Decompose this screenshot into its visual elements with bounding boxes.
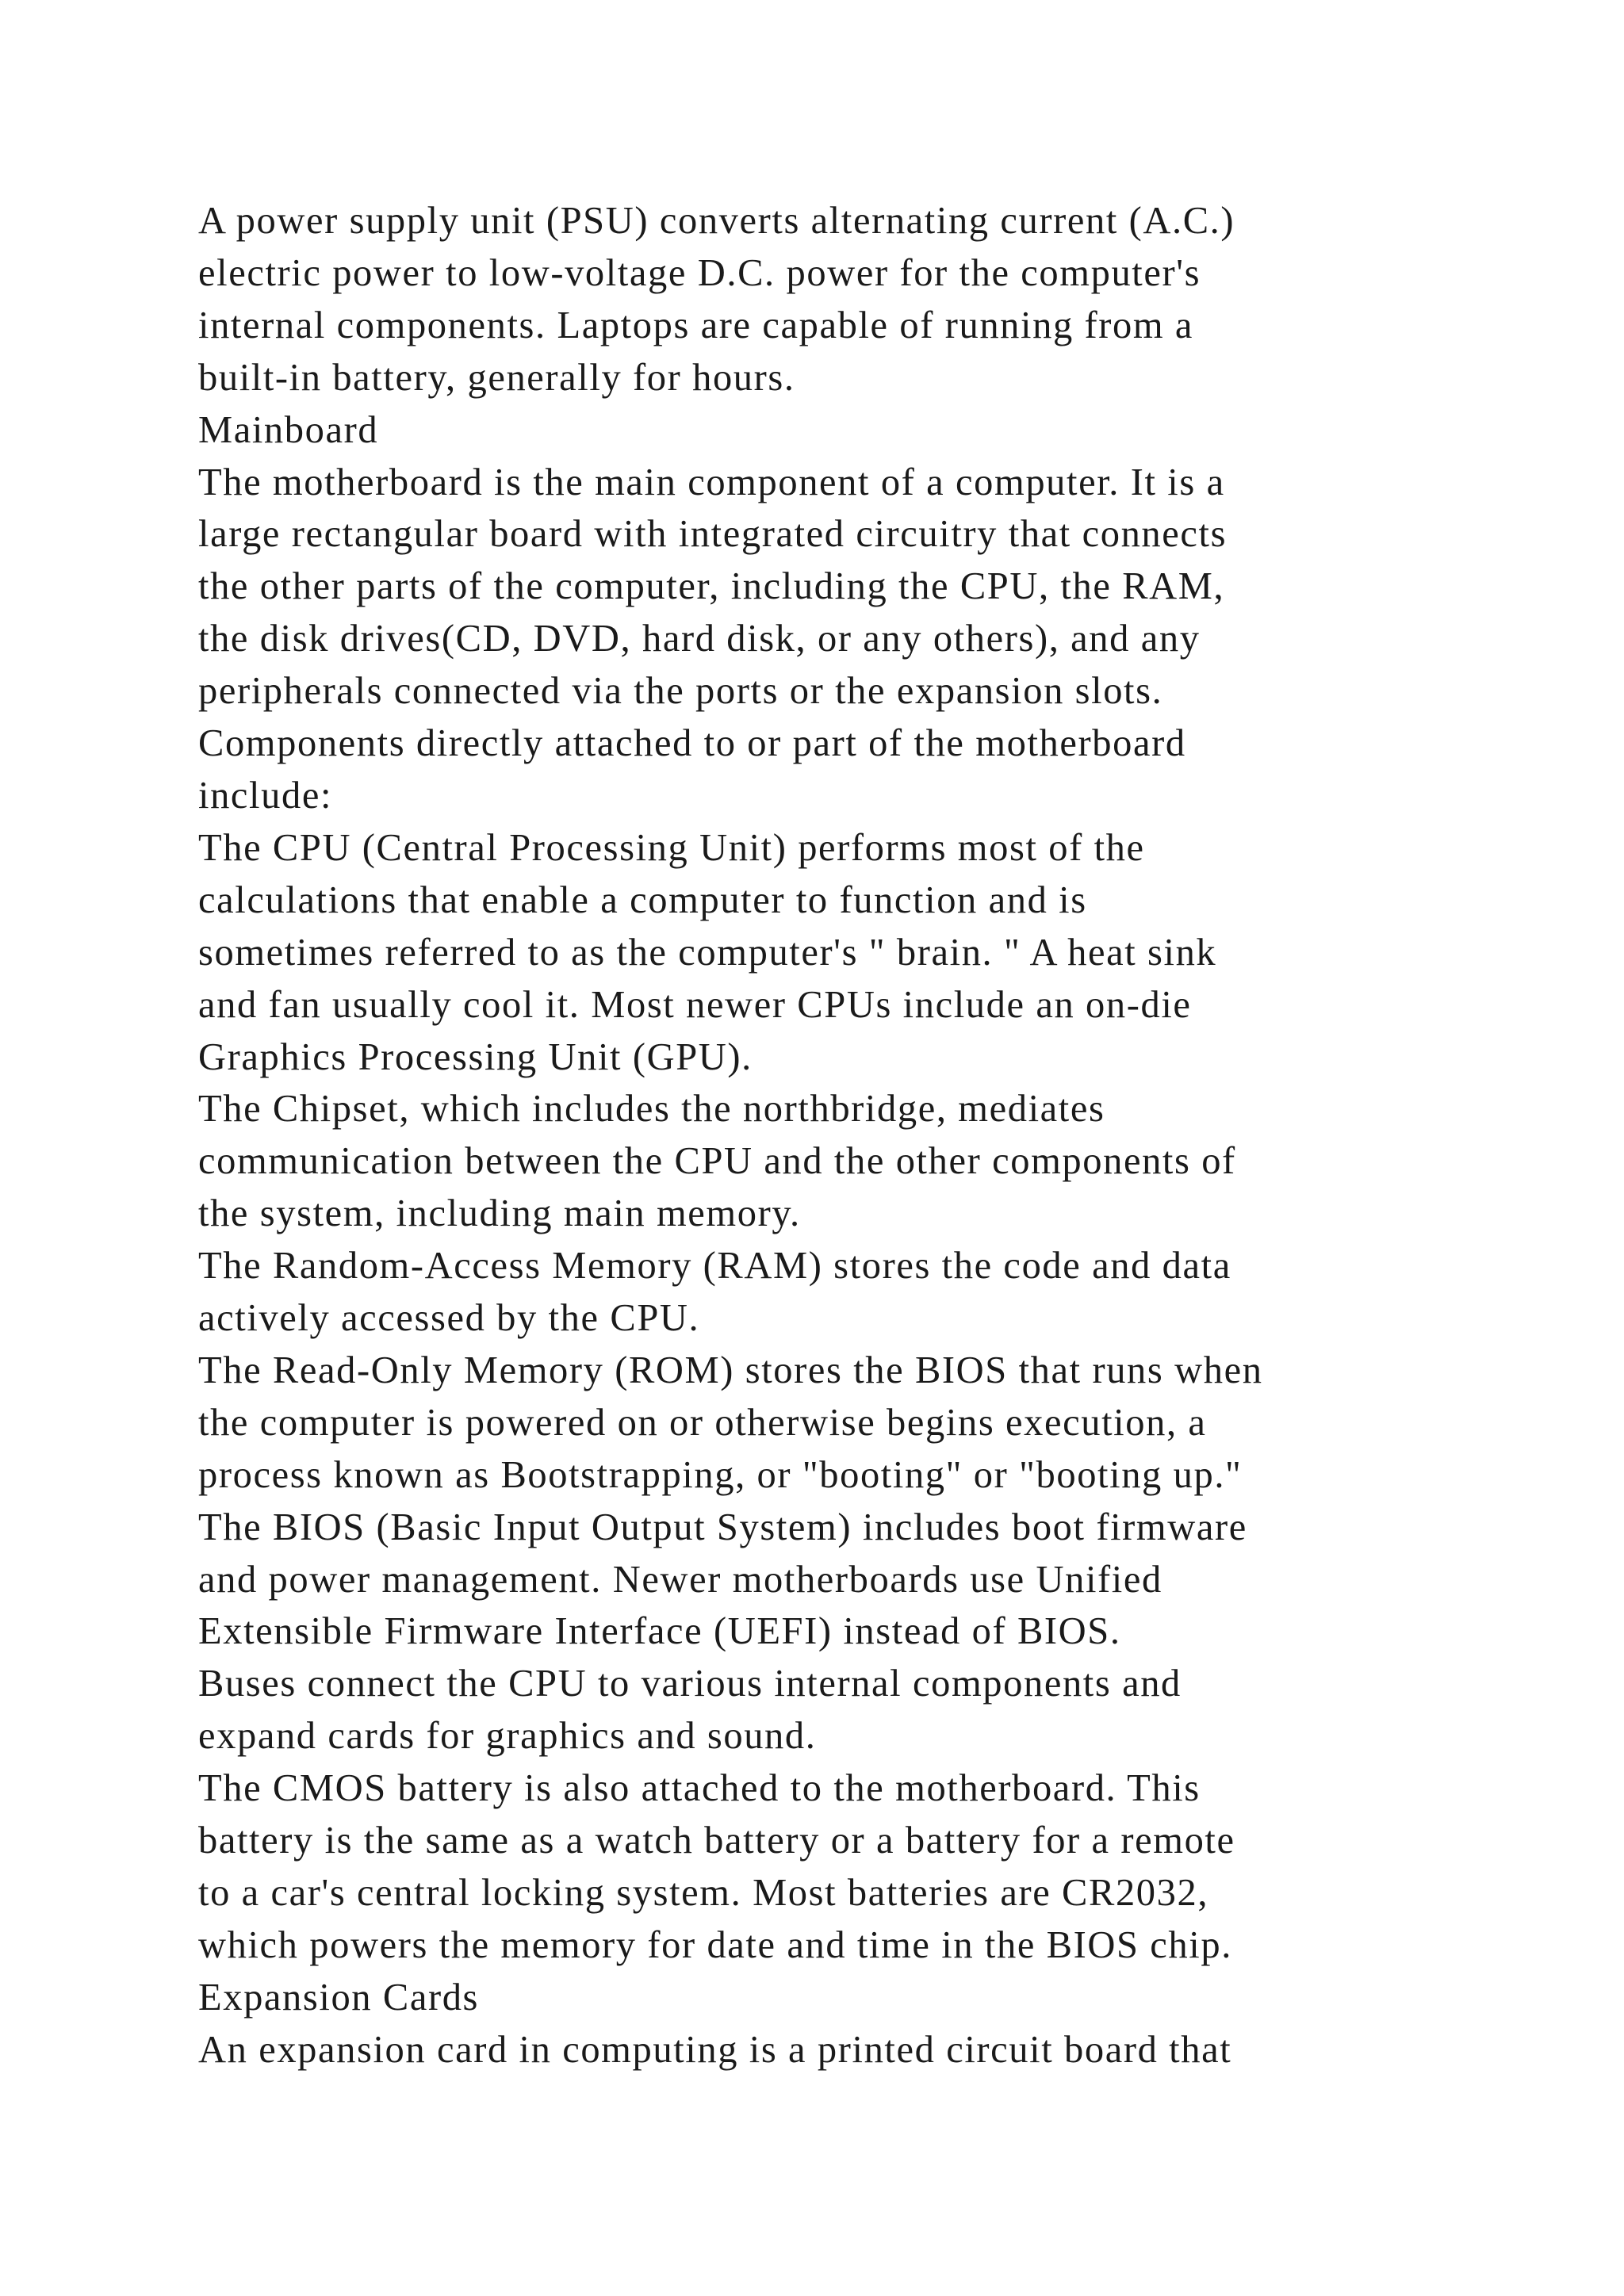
text-line: communication between the CPU and the other components of <box>198 1140 1236 1183</box>
text-line: actively accessed by the CPU. <box>198 1297 700 1340</box>
text-line: The CPU (Central Processing Unit) performs most of the <box>198 826 1145 869</box>
text-line: sometimes referred to as the computer's " brain. " A heat sink <box>198 931 1217 974</box>
text-line: A power supply unit (PSU) converts alternating current (A.C.) <box>198 200 1235 242</box>
text-line: An expansion card in computing is a printed circuit board that <box>198 2028 1232 2071</box>
section-heading-expansion-cards: Expansion Cards <box>198 1976 480 2019</box>
text-line: The Random-Access Memory (RAM) stores the code and data <box>198 1245 1231 1288</box>
text-line: and fan usually cool it. Most newer CPUs include an on-die <box>198 983 1192 1026</box>
text-line: process known as Bootstrapping, or "booting" or "booting up." <box>198 1453 1243 1496</box>
text-line: battery is the same as a watch battery or a battery for a remote <box>198 1820 1235 1862</box>
text-line: include: <box>198 774 333 817</box>
text-line: the system, including main memory. <box>198 1192 801 1235</box>
text-line: Components directly attached to or part of the motherboard <box>198 722 1186 765</box>
text-line: The Read-Only Memory (ROM) stores the BIOS that runs when <box>198 1349 1263 1391</box>
text-line: the computer is powered on or otherwise begins execution, a <box>198 1401 1207 1444</box>
text-line: the disk drives(CD, DVD, hard disk, or any others), and any <box>198 618 1201 660</box>
text-line: The BIOS (Basic Input Output System) includes boot firmware <box>198 1506 1247 1548</box>
text-line: Buses connect the CPU to various internal components and <box>198 1663 1182 1705</box>
text-line: The Chipset, which includes the northbridge, mediates <box>198 1088 1105 1131</box>
text-line: built-in battery, generally for hours. <box>198 356 795 399</box>
text-line: The motherboard is the main component of a computer. It is a <box>198 461 1225 503</box>
text-line: electric power to low-voltage D.C. power for the computer's <box>198 251 1201 294</box>
text-line: and power management. Newer motherboards use Unified <box>198 1558 1162 1601</box>
text-line: Graphics Processing Unit (GPU). <box>198 1035 753 1078</box>
text-line: large rectangular board with integrated circuitry that connects <box>198 513 1228 556</box>
text-line: Extensible Firmware Interface (UEFI) instead of BIOS. <box>198 1610 1121 1653</box>
text-line: The CMOS battery is also attached to the motherboard. This <box>198 1767 1201 1810</box>
body-text <box>198 195 1467 2076</box>
text-line: which powers the memory for date and time in the BIOS chip. <box>198 1923 1232 1966</box>
section-heading-mainboard: Mainboard <box>198 408 379 451</box>
text-line: the other parts of the computer, including the CPU, the RAM, <box>198 565 1225 608</box>
text-line: expand cards for graphics and sound. <box>198 1715 817 1758</box>
text-line: internal components. Laptops are capable of running from a <box>198 304 1194 346</box>
text-line: peripherals connected via the ports or the expansion slots. <box>198 670 1163 713</box>
text-line: calculations that enable a computer to function and is <box>198 878 1087 921</box>
text-line: to a car's central locking system. Most batteries are CR2032, <box>198 1872 1209 1914</box>
